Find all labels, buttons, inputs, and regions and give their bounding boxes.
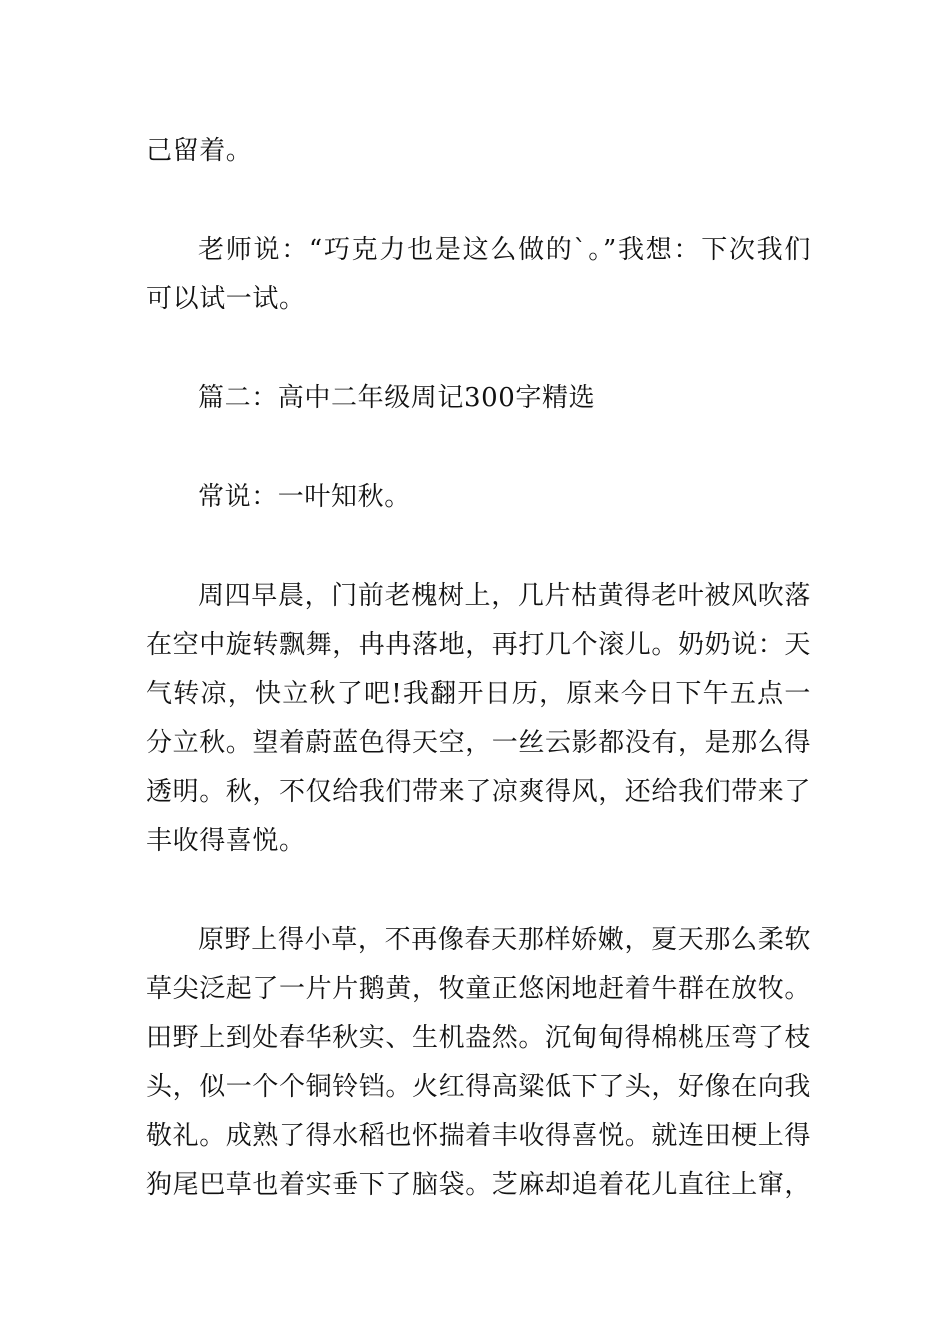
- paragraph-teacher-quote: 老师说：“巧克力也是这么做的`。”我想：下次我们可以试一试。: [146, 235, 811, 314]
- paragraph-fields: 原野上得小草，不再像春天那样娇嫩，夏天那么柔软草尖泛起了一片片鹅黄，牧童正悠闲地赶着牛群在放牧。田野上到处春华秋实、生机盎然。沉甸甸得棉桃压弯了枝头，似一个个铜铃铛。火红得高粱低下了头，好像在向我敬礼。成熟了得水稻也怀揣着丰收得喜悦。就连田梗上得狗尾巴草也着实垂下了脑袋。芝麻却追着花儿直往上窜，: [146, 925, 812, 1200]
- paragraph-thursday-morning: 周四早晨，门前老槐树上，几片枯黄得老叶被风吹落在空中旋转飘舞，冉冉落地，再打几个滚儿。奶奶说：天气转凉，快立秋了吧!我翻开日历，原来今日下午五点一分立秋。望着蔚蓝色得天空，一丝云影都没有，是那么得透明。秋，不仅给我们带来了凉爽得风，还给我们带来了丰收得喜悦。: [146, 581, 812, 856]
- paragraph-continuation: 己留着。: [146, 136, 253, 166]
- section-heading: 篇二：高中二年级周记300字精选: [198, 383, 596, 413]
- paragraph-saying: 常说：一叶知秋。: [198, 482, 411, 512]
